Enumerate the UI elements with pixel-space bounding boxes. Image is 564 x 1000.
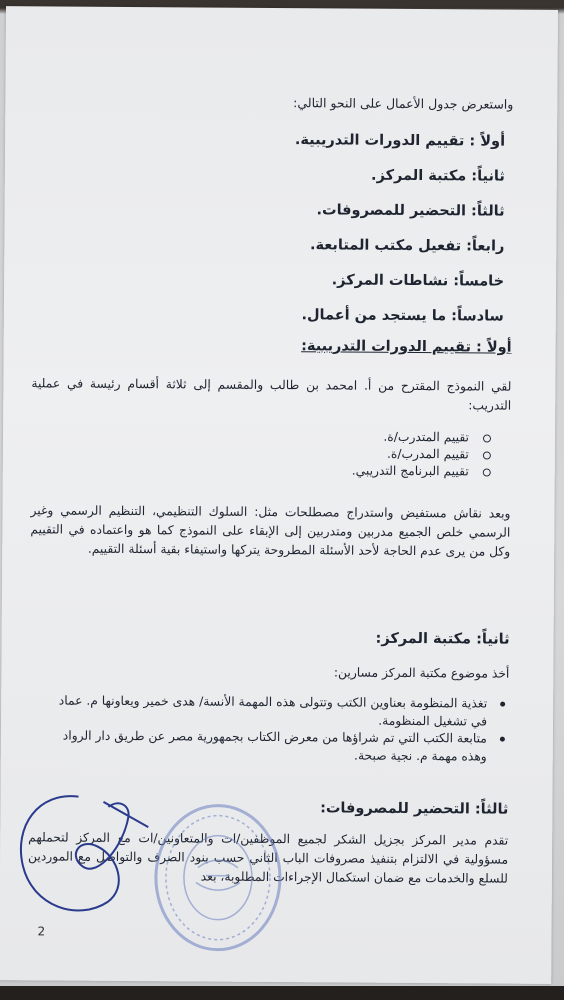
section1-paragraph: لقي النموذج المقترح من أ. امحمد بن طالب والمقسم إلى ثلاثة أقسام رئيسة في عملية التدريب: — [31, 376, 512, 413]
section2-list — [39, 692, 509, 765]
section3-heading: ثالثاً: التحضير للمصروفات: — [320, 800, 509, 818]
list-item: متابعة الكتب التي تم شراؤها من معرض الكتاب بجمهورية مصر عن طريق دار الرواد وهذه مهمة م. نجية صبحة. — [39, 727, 509, 765]
section2-paragraph: أخذ موضوع مكتبة المركز مسارين: — [333, 665, 510, 681]
agenda-list — [294, 126, 506, 337]
agenda-item: رابعاً: تفعيل مكتب المتابعة. — [309, 237, 505, 255]
agenda-intro: واستعرض جدول الأعمال على النحو التالي: — [293, 95, 514, 112]
section1-list — [352, 429, 491, 481]
section3-paragraph: تقدم مدير المركز بجزيل الشكر لجميع الموظفين/ات والمتعاونين/ات مع المركز لتحملهم مسؤولية في الالتزام بتنفيذ مصروفات الباب الثاني حسب بنود الصرف والتواصل مع الموردين للسلع والخدمات مع ضمان استكمال الإجراءات المطلوبة، بعد — [28, 830, 509, 886]
list-item: تغذية المنظومة بعناوين الكتب وتتولى هذه المهمة الأنسة/ هدى خمير ويعاونها م. عماد في تشغيل المنظومة. — [39, 692, 509, 730]
desk-edge — [0, 986, 564, 1000]
section2-heading: ثانياً: مكتبة المركز: — [375, 630, 510, 648]
page-number: 2 — [37, 924, 46, 939]
list-item: تقييم المتدرب/ة. — [352, 429, 491, 447]
list-item: تقييم البرنامج التدريبي. — [352, 463, 491, 481]
list-item: تقييم المدرب/ة. — [352, 446, 491, 464]
section1-heading: أولاً : تقييم الدورات التدريبية: — [301, 338, 512, 356]
agenda-item: ثالثاً: التحضير للمصروفات. — [316, 202, 505, 220]
document-page — [0, 6, 558, 984]
agenda-item: سادساً: ما يستجد من أعمال. — [301, 307, 504, 325]
agenda-item: ثانياً: مكتبة المركز. — [371, 167, 505, 185]
section1-discussion: وبعد نقاش مستفيض واستدراج مصطلحات مثل: السلوك التنظيمي، التنظيم الرسمي وغير الرسمي خلص الجميع مدربين ومتدربين إلى الإبقاء على النموذج كما هو واعتماده في التقييم وكل من يرى عدم الحاجة لأحد الأسئلة المطروحة يتركها واستيفاء بقية أسئلة التقييم. — [30, 503, 511, 559]
agenda-item: خامساً: نشاطات المركز. — [331, 272, 505, 290]
agenda-item: أولاً : تقييم الدورات التدريبية. — [294, 132, 506, 150]
